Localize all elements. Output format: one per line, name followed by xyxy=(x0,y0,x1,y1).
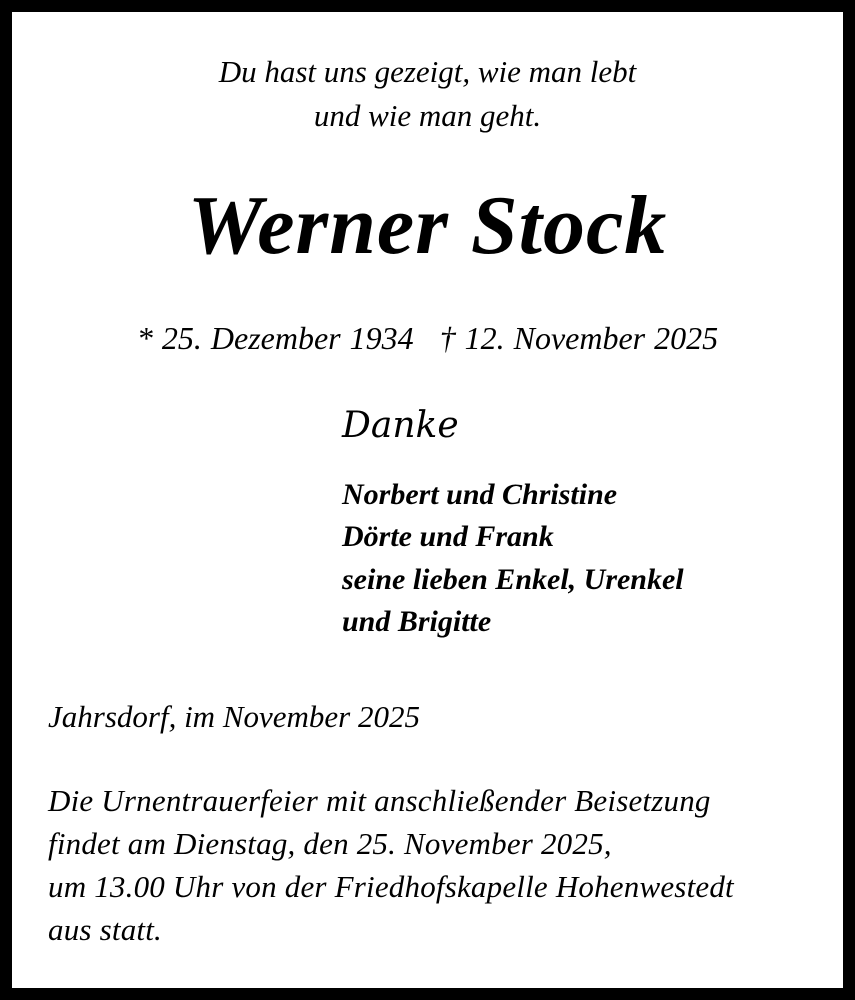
notice-line-3: um 13.00 Uhr von der Friedhofskapelle Hohenwestedt xyxy=(48,869,734,904)
family-line-3: seine lieben Enkel, Urenkel xyxy=(342,563,684,596)
motto-line-1: Du hast uns gezeigt, wie man lebt xyxy=(218,54,637,89)
deceased-name: Werner Stock xyxy=(187,179,668,272)
place-and-date: Jahrsdorf, im November 2025 xyxy=(48,699,420,734)
family-line-4: und Brigitte xyxy=(342,605,492,638)
notice-line-2: findet am Dienstag, den 25. November 2025, xyxy=(48,826,612,861)
family-line-1: Norbert und Christine xyxy=(342,478,618,511)
notice-line-4: aus statt. xyxy=(48,912,162,947)
birth-date: * 25. Dezember 1934 xyxy=(136,320,414,356)
notice-line-1: Die Urnentrauerfeier mit anschließender Beisetzung xyxy=(48,783,711,818)
death-date: † 12. November 2025 xyxy=(439,320,719,356)
thanks-heading: Danke xyxy=(342,405,459,446)
family-line-2: Dörte und Frank xyxy=(342,520,554,553)
motto-line-2: und wie man geht. xyxy=(313,98,542,133)
life-dates xyxy=(0,318,855,358)
